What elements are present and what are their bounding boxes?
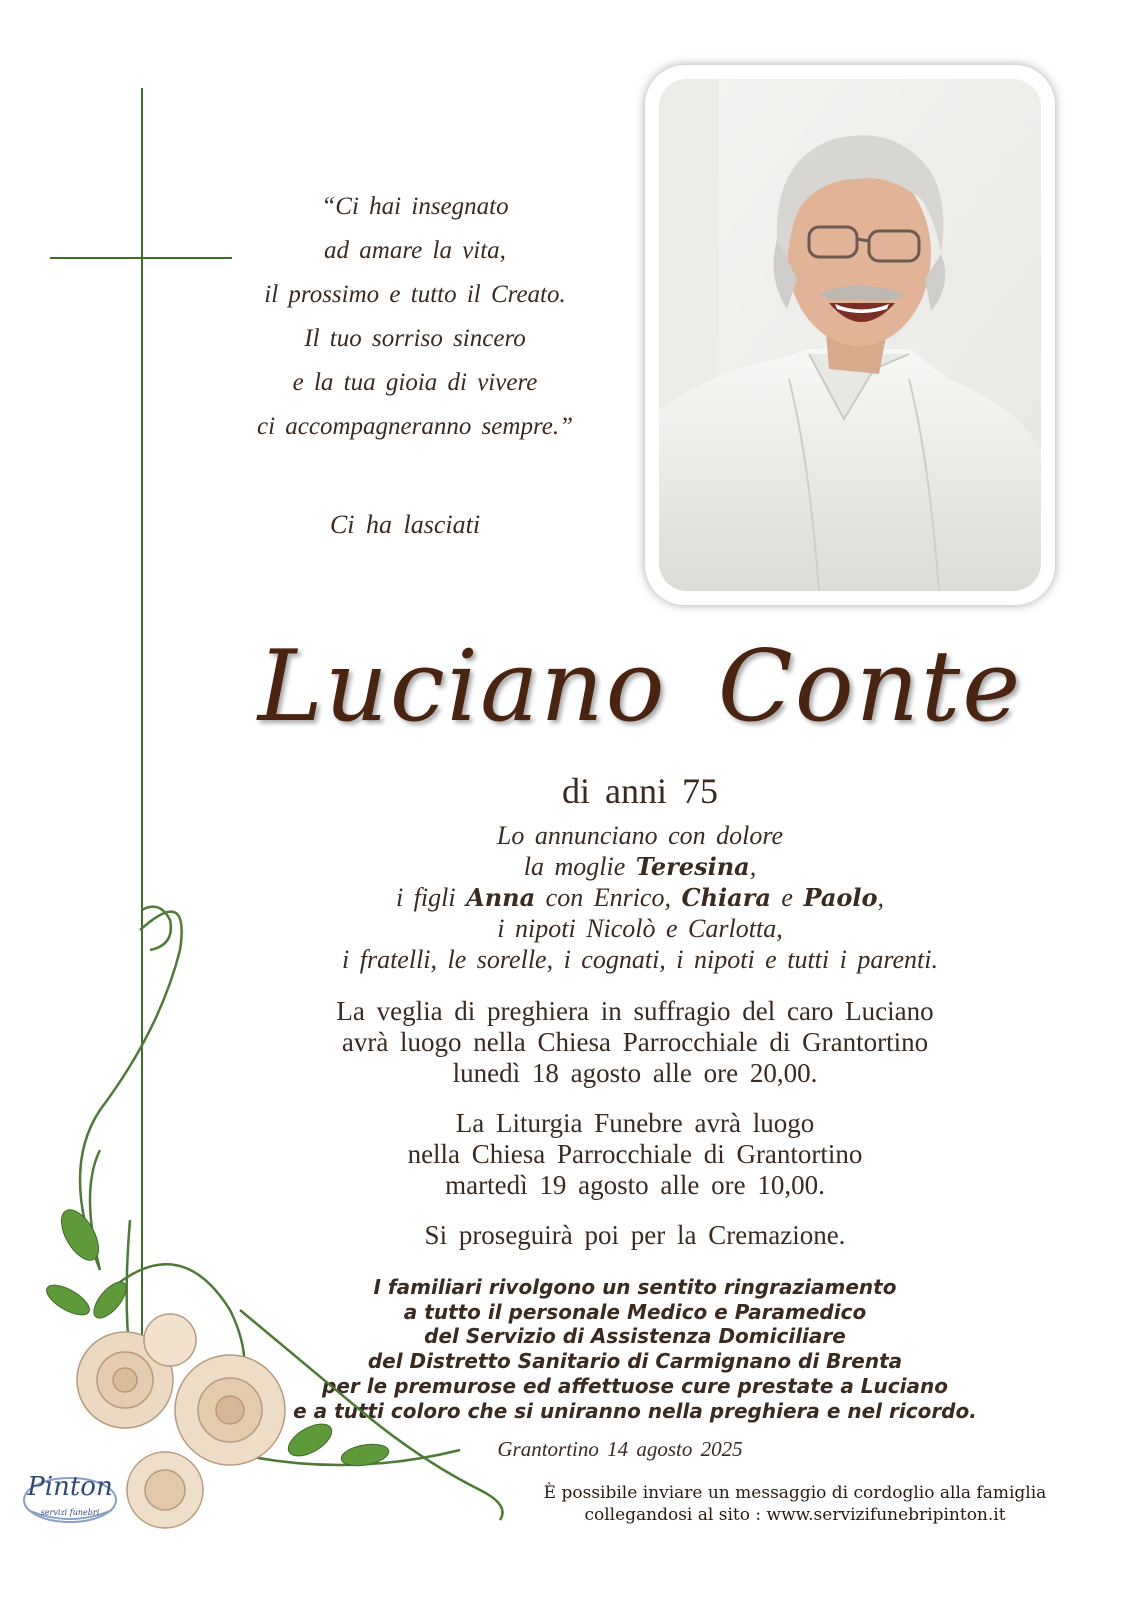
cremation-info: Si proseguirà poi per la Cremazione. [424, 1220, 846, 1250]
quote-line: “Ci hai insegnato [321, 193, 509, 220]
vigil-info: La veglia di preghiera in suffragio del caro Luciano avrà luogo nella Chiesa Parrocchiale di Grantortino lunedì 18 agosto alle ore 20,00. [336, 996, 934, 1088]
logo-name: Pinton [27, 1472, 113, 1502]
announce-line: la moglie Teresina, [523, 852, 757, 881]
portrait-frame [645, 65, 1055, 605]
quote-line: ci accompagneranno sempre.” [256, 413, 574, 440]
child-name: Anna [466, 883, 536, 912]
announce-line: i figli Anna con Enrico, Chiara e Paolo, [395, 883, 885, 912]
condolence-footer: È possibile inviare un messaggio di cordoglio alla famiglia collegandosi al sito : www.servizifunebripinton.it [470, 1482, 1120, 1526]
quote-line: il prossimo e tutto il Creato. [264, 281, 566, 308]
child-name: Paolo [803, 883, 878, 912]
memorial-quote [200, 185, 630, 449]
website-link[interactable]: collegandosi al sito : www.servizifunebripinton.it [584, 1505, 1006, 1525]
child-name: Chiara [681, 883, 771, 912]
deceased-name: Luciano Conte [257, 630, 1023, 744]
thanks-note: I familiari rivolgono un sentito ringraziamento a tutto il personale Medico e Paramedico del Servizio di Assistenza Domiciliare del Distretto Sanitario di Carmignano di Brenta per le premurose ed affettuose cure prestate a Luciano e a tutti coloro che si uniranno nella preghiera e nel ricordo. [293, 1275, 977, 1423]
place-date: Grantortino 14 agosto 2025 [497, 1437, 743, 1461]
logo-subtitle: servizi funebri [40, 1508, 100, 1517]
portrait-illustration [659, 79, 1041, 591]
quote-line: Il tuo sorriso sincero [304, 325, 526, 352]
portrait-photo [659, 79, 1041, 591]
deceased-age: di anni 75 [562, 771, 718, 811]
left-us-text: Ci ha lasciati [329, 510, 481, 539]
announce-line: Lo annunciano con dolore [496, 821, 784, 850]
announce-line: i fratelli, le sorelle, i cognati, i nipoti e tutti i parenti. [342, 945, 938, 974]
announce-line: i nipoti Nicolò e Carlotta, [497, 914, 783, 943]
funeral-info: La Liturgia Funebre avrà luogo nella Chiesa Parrocchiale di Grantortino martedì 19 agosto alle ore 10,00. [407, 1108, 863, 1200]
quote-line: e la tua gioia di vivere [292, 369, 538, 396]
quote-line: ad amare la vita, [324, 237, 506, 264]
wife-name: Teresina [635, 852, 750, 881]
